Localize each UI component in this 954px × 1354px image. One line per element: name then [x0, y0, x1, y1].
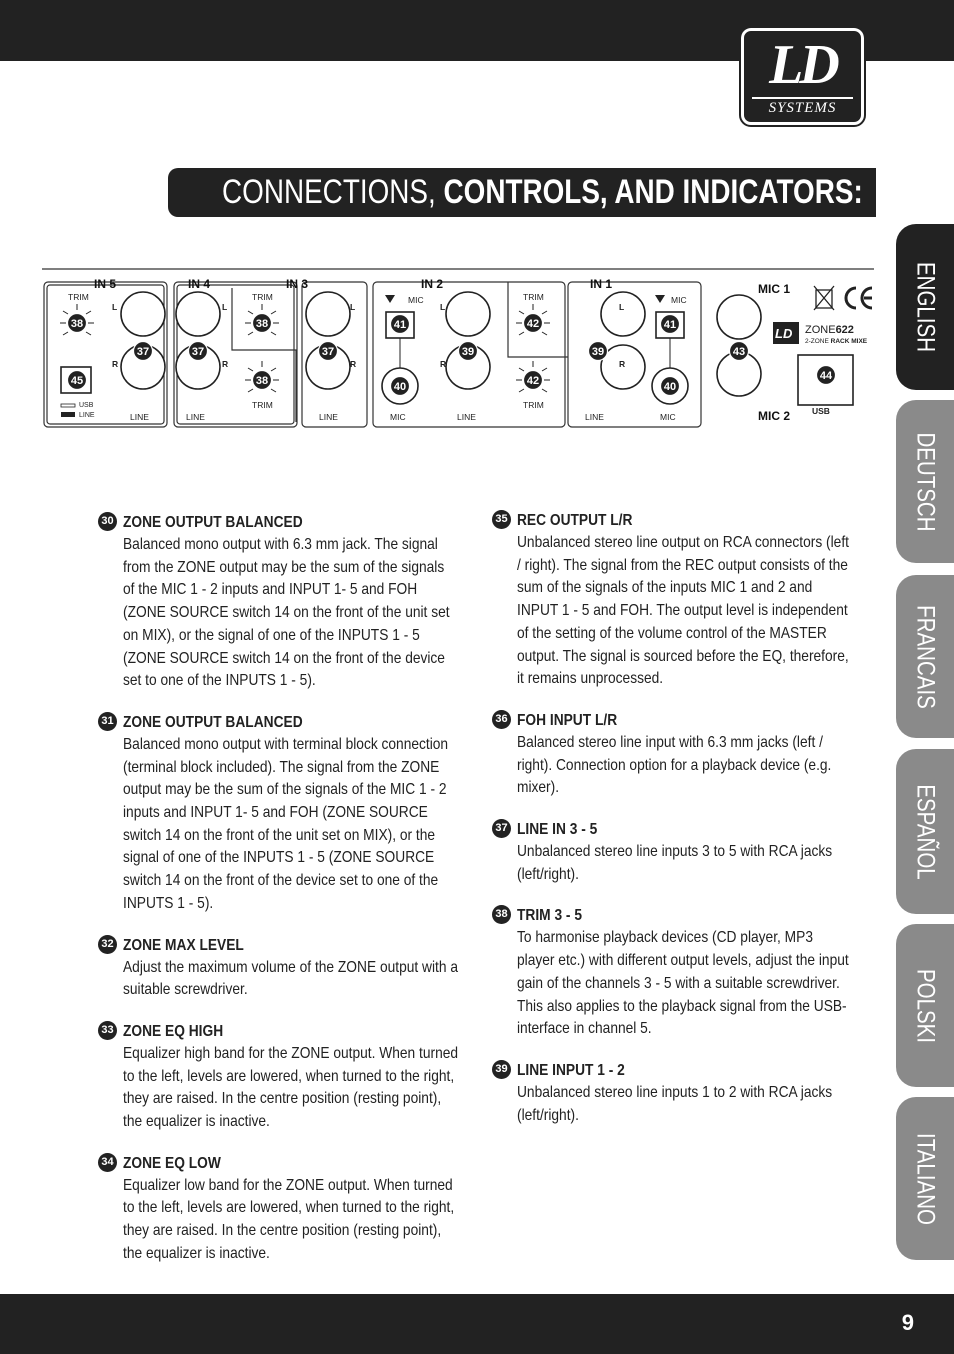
- marker-label: 37: [136, 346, 150, 358]
- item-number-badge: 32: [98, 935, 117, 954]
- label-in4: IN 4: [188, 277, 211, 291]
- item-number-badge: 35: [492, 510, 511, 529]
- triangle-icon: [655, 295, 665, 303]
- rear-panel-diagram: [38, 262, 878, 432]
- label-line: LINE: [319, 412, 338, 422]
- marker-label: 44: [819, 370, 833, 382]
- description-item: [101, 712, 513, 916]
- bottom-bar: [0, 1294, 954, 1354]
- label-l: L: [440, 302, 446, 312]
- description-item: [495, 510, 907, 691]
- item-text: Unbalanced stereo line output on RCA connectors (left / right). The signal from the REC output consists of the sum of the signals of the inputs MIC 1 and 2 and INPUT 1 - 5 and FOH. The output level is independent of the setting of the volume control of the MASTER output. The signal is sourced before the EQ, therefore, it remains unprocessed.: [517, 534, 849, 688]
- item-heading: FOH INPUT L/R: [517, 711, 618, 729]
- tab-francais[interactable]: FRANCAIS: [896, 575, 954, 738]
- label-trim: TRIM: [252, 400, 273, 410]
- label-r: R: [222, 359, 229, 369]
- logo-mark: LD: [769, 34, 836, 96]
- label-mic1: MIC 1: [758, 282, 791, 296]
- item-heading: ZONE EQ LOW: [123, 1154, 221, 1172]
- in3-line-l-jack: [306, 292, 350, 336]
- title-bold: CONTROLS, AND INDICATORS:: [443, 173, 863, 211]
- right-column: [495, 510, 907, 1146]
- page-number: 9: [901, 1310, 914, 1335]
- item-text: Adjust the maximum volume of the ZONE output with a suitable screwdriver.: [123, 958, 458, 999]
- marker-label: 38: [255, 375, 269, 387]
- item-heading: ZONE OUTPUT BALANCED: [123, 514, 303, 531]
- tab-italiano[interactable]: ITALIANO: [896, 1097, 954, 1260]
- ce-icon: [846, 288, 856, 308]
- label-mic: MIC: [408, 295, 424, 305]
- label-trim: TRIM: [68, 292, 89, 302]
- label-line: LINE: [457, 412, 476, 422]
- label-in3: IN 3: [286, 277, 309, 291]
- label-mic: MIC: [390, 412, 406, 422]
- marker-label: 41: [663, 319, 677, 331]
- item-heading: REC OUTPUT L/R: [517, 512, 633, 529]
- in2-line-l-jack: [446, 292, 490, 336]
- item-number-badge: 33: [98, 1021, 117, 1040]
- item-heading: ZONE OUTPUT BALANCED: [123, 713, 303, 731]
- label-line: LINE: [79, 412, 95, 419]
- left-column: [101, 512, 513, 1285]
- logo-subtitle: SYSTEMS: [752, 97, 853, 117]
- label-mic: MIC: [671, 295, 687, 305]
- switch-glyph: [61, 404, 75, 407]
- label-usb-port: USB: [812, 406, 830, 416]
- label-line: LINE: [585, 412, 604, 422]
- item-heading: TRIM 3 - 5: [517, 907, 582, 925]
- ld-systems-logo: [741, 28, 864, 125]
- marker-label: 40: [663, 381, 677, 393]
- page-title: [222, 170, 863, 215]
- item-number-badge: 31: [98, 712, 117, 731]
- label-usb: USB: [79, 402, 94, 409]
- description-item: [101, 1021, 513, 1134]
- marker-label: 38: [70, 318, 84, 330]
- description-item: [495, 905, 907, 1041]
- marker-label: 39: [591, 346, 605, 358]
- item-heading: ZONE EQ HIGH: [123, 1022, 224, 1040]
- marker-label: 37: [321, 346, 335, 358]
- label-in2: IN 2: [421, 277, 444, 291]
- ce-icon: [862, 288, 872, 308]
- in1-line-l-jack: [601, 292, 645, 336]
- label-line: LINE: [186, 412, 205, 422]
- item-heading: LINE IN 3 - 5: [517, 821, 598, 839]
- item-number-badge: 38: [492, 905, 511, 924]
- marker-label: 42: [526, 375, 540, 387]
- model-desc: 2-ZONE RACK MIXE: [805, 338, 868, 345]
- label-l: L: [222, 302, 228, 312]
- item-text: Equalizer high band for the ZONE output. When turned to the left, levels are lowered, when turned to the right, they are raised. In the centre position (resting point), the equalizer is inactive.: [123, 1044, 459, 1131]
- label-trim: TRIM: [523, 400, 544, 410]
- switch-glyph: [61, 412, 75, 417]
- label-r: R: [440, 359, 447, 369]
- label-r: R: [619, 359, 626, 369]
- marker-label: 41: [393, 319, 407, 331]
- label-r: R: [350, 359, 357, 369]
- marker-label: 45: [70, 375, 84, 387]
- marker-label: 39: [461, 346, 475, 358]
- item-number-badge: 39: [492, 1060, 511, 1079]
- label-r: R: [112, 359, 119, 369]
- item-text: Balanced stereo line input with 6.3 mm jacks (left / right). Connection option for a playback device (e.g. mixer).: [517, 733, 832, 797]
- tab-deutsch[interactable]: DEUTSCH: [896, 400, 954, 563]
- marker-label: 37: [191, 346, 205, 358]
- label-trim: TRIM: [252, 292, 273, 302]
- label-mic2: MIC 2: [758, 409, 791, 423]
- label-l: L: [112, 302, 118, 312]
- marker-label: 42: [526, 318, 540, 330]
- label-mic: MIC: [660, 412, 676, 422]
- item-text: Balanced mono output with terminal block connection (terminal block included). The signal from the ZONE output may be the sum of the signals of the MIC 1 - 2 inputs and INPUT 1- 5 and FOH (ZONE SOURCE switch 14 on the front of the unit set on MIX), or the signal of one of the INPUTS 1 - 5 (ZONE SOURCE switch 14 on the front of the device set to one of the INPUTS 1 - 5).: [123, 735, 449, 912]
- in4-line-l-jack: [176, 292, 220, 336]
- description-item: [495, 819, 907, 886]
- item-text: Equalizer low band for the ZONE output. When turned to the left, levels are lowered, when turned to the right, they are raised. In the centre position (resting point), the equalizer is inactive.: [123, 1176, 455, 1262]
- item-number-badge: 37: [492, 819, 511, 838]
- tab-english[interactable]: ENGLISH: [896, 224, 954, 390]
- tab-espanol[interactable]: ESPAÑOL: [896, 749, 954, 914]
- triangle-icon: [385, 295, 395, 303]
- label-l: L: [619, 302, 625, 312]
- description-item: [495, 1060, 907, 1127]
- model-zone: ZONE622: [805, 324, 854, 336]
- marker-label: 40: [393, 381, 407, 393]
- label-in1: IN 1: [590, 277, 613, 291]
- item-number-badge: 34: [98, 1153, 117, 1172]
- label-in5: IN 5: [94, 277, 117, 291]
- mic1-jack: [717, 295, 761, 339]
- item-text: Balanced mono output with 6.3 mm jack. The signal from the ZONE output may be the sum of the signals of the MIC 1 - 2 inputs and INPUT 1- 5 and FOH (ZONE SOURCE switch 14 on the front of the unit set on MIX), or the signal of one of the INPUTS 1 - 5 (ZONE SOURCE switch 14 on the front of the device set to one of the INPUTS 1 - 5).: [123, 536, 450, 690]
- description-item: [101, 935, 513, 1002]
- title-light: CONNECTIONS,: [222, 173, 444, 211]
- item-number-badge: 36: [492, 710, 511, 729]
- item-heading: ZONE MAX LEVEL: [123, 936, 244, 954]
- label-l: L: [350, 302, 356, 312]
- item-text: Unbalanced stereo line inputs 3 to 5 with RCA jacks (left/right).: [517, 843, 833, 883]
- description-item: [101, 1153, 513, 1266]
- marker-label: 43: [732, 346, 746, 358]
- item-text: Unbalanced stereo line inputs 1 to 2 with RCA jacks (left/right).: [517, 1083, 833, 1124]
- label-line: LINE: [130, 412, 149, 422]
- marker-label: 38: [255, 318, 269, 330]
- label-trim: TRIM: [523, 292, 544, 302]
- description-item: [101, 512, 513, 693]
- item-heading: LINE INPUT 1 - 2: [517, 1061, 625, 1079]
- item-text: To harmonise playback devices (CD player, MP3 player etc.) with different output levels, adjust the input gain of the channels 3 - 5 with a suitable screwdriver. This also applies to the playback signal from the USB-interface in channel 5.: [517, 929, 849, 1038]
- item-number-badge: 30: [98, 512, 117, 531]
- mini-logo-text: LD: [775, 326, 793, 341]
- tab-polski[interactable]: POLSKI: [896, 924, 954, 1087]
- description-item: [495, 710, 907, 800]
- in5-line-l-jack: [121, 292, 165, 336]
